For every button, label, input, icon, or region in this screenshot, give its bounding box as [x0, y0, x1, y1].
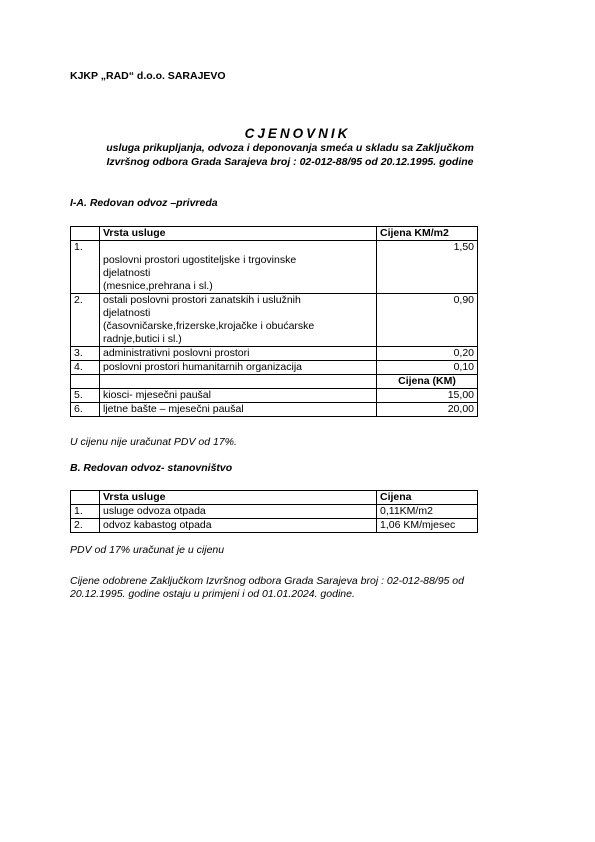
table-header-row [71, 491, 478, 505]
table-row [71, 347, 478, 361]
subheader-price-cell: Cijena (KM) [377, 375, 478, 389]
row-price: 0,90 [377, 294, 478, 347]
row-service [100, 294, 377, 347]
section-b-table [70, 490, 478, 533]
row-service [100, 241, 377, 294]
subheader-num-cell [71, 375, 100, 389]
row-service-line: (časovničarske,frizerske,krojačke i obućarske [103, 320, 315, 332]
row-service-line: (mesnice,prehrana i sl.) [103, 280, 213, 292]
row-num: 3. [71, 347, 100, 361]
row-service-line: djelatnosti [103, 267, 151, 279]
table-row [71, 389, 478, 403]
section-a-note: U cijenu nije uračunat PDV od 17%. [70, 436, 237, 448]
row-service: usluge odvoza otpada [100, 505, 377, 519]
section-a-table [70, 226, 478, 417]
row-price: 1,50 [377, 241, 478, 294]
table-row [71, 361, 478, 375]
row-price: 0,20 [377, 347, 478, 361]
row-service: administrativni poslovni prostori [100, 347, 377, 361]
header-service-cell: Vrsta usluge [100, 227, 377, 241]
header-service-cell: Vrsta usluge [100, 491, 377, 505]
subheader-service-cell [100, 375, 377, 389]
table-row [71, 403, 478, 417]
table-row [71, 241, 478, 294]
footer-note [70, 575, 530, 601]
row-num: 1. [71, 505, 100, 519]
footer-line-1: Cijene odobrene Zaključkom Izvršnog odbora Grada Sarajeva broj : 02-012-88/95 od [70, 575, 464, 587]
row-num: 5. [71, 389, 100, 403]
row-num: 1. [71, 241, 100, 294]
row-service-line: ostali poslovni prostori zanatskih i uslužnih [103, 294, 301, 306]
row-service: odvoz kabastog otpada [100, 519, 377, 533]
subtitle-line-1: usluga prikupljanja, odvoza i deponovanja smeća u skladu sa Zaključkom [106, 142, 474, 154]
row-service-line [103, 241, 373, 254]
row-price: 1,06 KM/mjesec [377, 519, 478, 533]
section-a-heading: I-A. Redovan odvoz –privreda [70, 197, 218, 209]
header-num-cell [71, 491, 100, 505]
row-service: ljetne bašte – mjesečni paušal [100, 403, 377, 417]
section-b-heading: B. Redovan odvoz- stanovništvo [70, 462, 233, 474]
table-row [71, 519, 478, 533]
company-name: KJKP „RAD“ d.o.o. SARAJEVO [70, 70, 226, 82]
subtitle-line-2: Izvršnog odbora Grada Sarajeva broj : 02-012-88/95 od 20.12.1995. godine [106, 156, 474, 168]
section-b-note: PDV od 17% uračunat je u cijenu [70, 544, 225, 556]
header-num-cell [71, 227, 100, 241]
document-subtitle [70, 141, 510, 169]
row-service: poslovni prostori humanitarnih organizacija [100, 361, 377, 375]
row-num: 2. [71, 294, 100, 347]
document-title: CJENOVNIK [244, 126, 351, 141]
table-subheader-row [71, 375, 478, 389]
header-price-cell: Cijena KM/m2 [377, 227, 478, 241]
table-row [71, 294, 478, 347]
row-num: 4. [71, 361, 100, 375]
row-num: 6. [71, 403, 100, 417]
row-num: 2. [71, 519, 100, 533]
row-service-line: radnje,butici i sl.) [103, 333, 182, 345]
row-price: 15,00 [377, 389, 478, 403]
row-service-line: poslovni prostori ugostiteljske i trgovinske [103, 254, 297, 266]
footer-line-2: 20.12.1995. godine ostaju u primjeni i od 01.01.2024. godine. [70, 588, 355, 600]
row-service: kiosci- mjesečni paušal [100, 389, 377, 403]
table-header-row [71, 227, 478, 241]
row-price: 0,11KM/m2 [377, 505, 478, 519]
row-price: 20,00 [377, 403, 478, 417]
table-row [71, 505, 478, 519]
row-price: 0,10 [377, 361, 478, 375]
row-service-line: djelatnosti [103, 307, 151, 319]
header-price-cell: Cijena [377, 491, 478, 505]
